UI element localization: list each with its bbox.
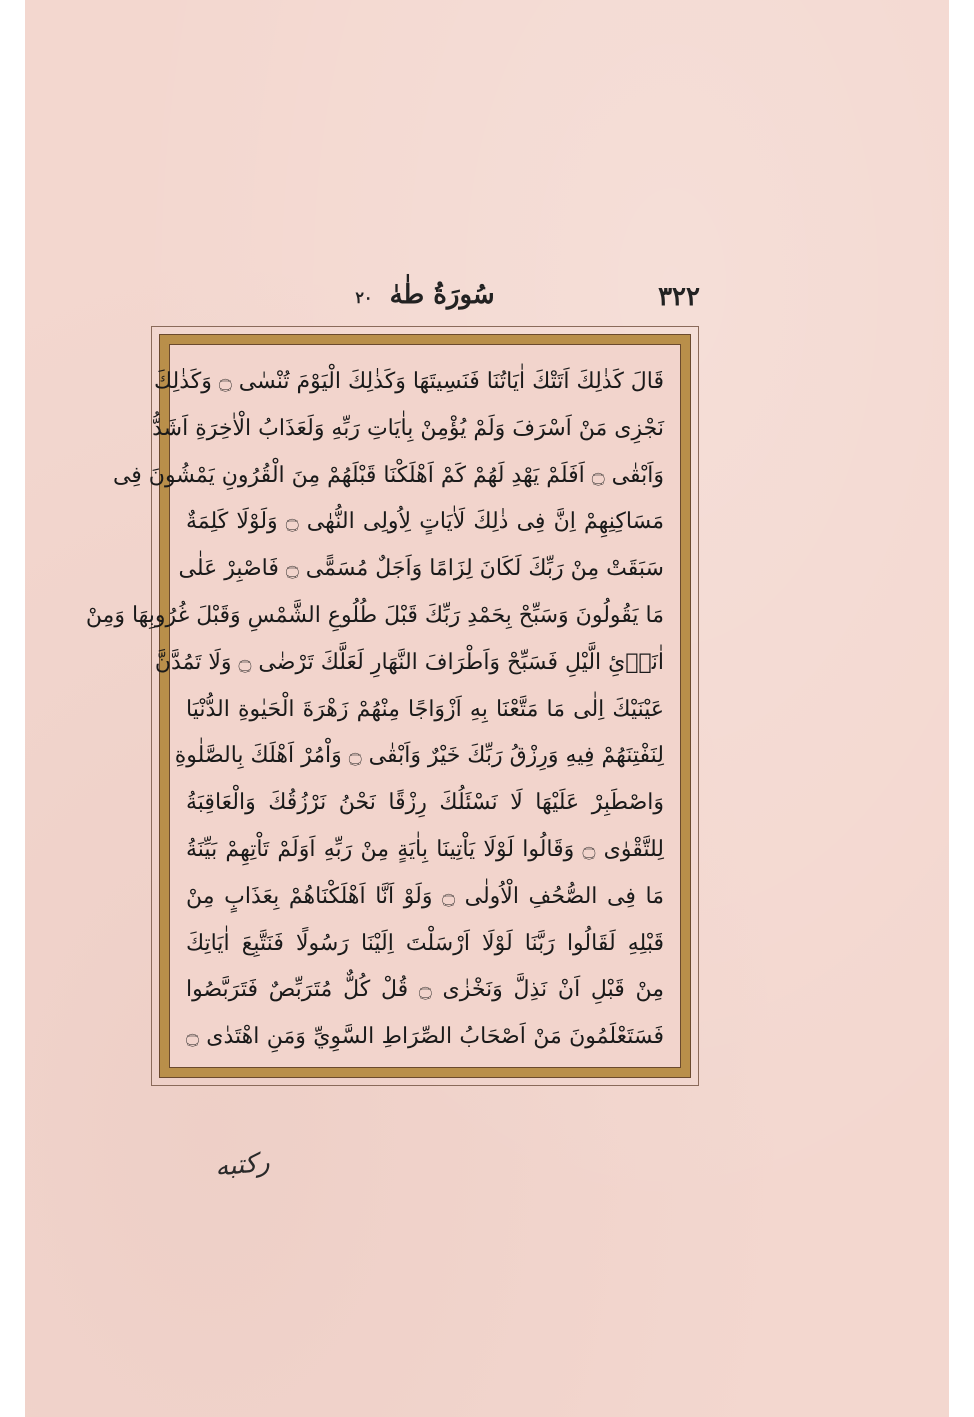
text-line-15: فَسَتَعْلَمُونَ مَنْ اَصْحَابُ الصِّرَاطِ السَّوِيِّ وَمَنِ اهْتَدٰى ۝ (186, 1024, 664, 1050)
text-line-4: مَسَاكِنِهِمْ اِنَّ فِى ذٰلِكَ لَاٰيَاتٍ لِاُولِى النُّهٰى ۝ وَلَوْلَا كَلِمَةٌ (186, 509, 664, 535)
text-line-7: اٰنَاۤئِ الَّيْلِ فَسَبِّحْ وَاَطْرَافَ النَّهَارِ لَعَلَّكَ تَرْضٰى ۝ وَلَا تَمُدَّنَّ (154, 649, 664, 675)
page-number: ٣٢٢ (658, 282, 700, 312)
page-header (150, 280, 700, 320)
text-line-3: وَاَبْقٰى ۝ اَفَلَمْ يَهْدِ لَهُمْ كَمْ اَهْلَكْنَا قَبْلَهُمْ مِنَ الْقُرُونِ يَمْشُونَ فِى (112, 462, 664, 488)
text-line-10: وَاصْطَبِرْ عَلَيْهَا لَا نَسْئَلُكَ رِزْقًا نَحْنُ نَرْزُقُكَ وَالْعَاقِبَةُ (186, 790, 664, 816)
text-line-2: نَجْزِى مَنْ اَسْرَفَ وَلَمْ يُؤْمِنْ بِاٰيَاتِ رَبِّهِ وَلَعَذَابُ الْاٰخِرَةِ اَشَدُّ (152, 415, 664, 441)
text-line-9: لِنَفْتِنَهُمْ فِيهِ وَرِزْقُ رَبِّكَ خَيْرٌ وَاَبْقٰى ۝ وَاْمُرْ اَهْلَكَ بِالصَّلٰوةِ (174, 743, 664, 769)
text-line-12: مَا فِى الصُّحُفِ الْاُولٰى ۝ وَلَوْ اَنَّا اَهْلَكْنَاهُمْ بِعَذَابٍ مِنْ (186, 883, 664, 909)
surah-title-group (355, 280, 494, 310)
gold-border (85, 334, 691, 1078)
surah-number: ٢٠ (355, 288, 373, 307)
verse-text-block (85, 359, 664, 1053)
text-panel (85, 344, 681, 1068)
text-line-14: مِنْ قَبْلِ اَنْ نَذِلَّ وَنَخْزٰى ۝ قُلْ كُلٌّ مُتَرَبِّصٌ فَتَرَبَّصُوا (186, 977, 664, 1003)
text-line-6: مَا يَقُولُونَ وَسَبِّحْ بِحَمْدِ رَبِّكَ قَبْلَ طُلُوعِ الشَّمْسِ وَقَبْلَ غُرُوبِهَا وَمِنْ (85, 602, 664, 628)
text-line-13: قَبْلِهِ لَقَالُوا رَبَّنَا لَوْلَا اَرْسَلْتَ اِلَيْنَا رَسُولًا فَنَتَّبِعَ اٰيَاتِكَ (186, 930, 664, 956)
surah-title: سُورَةُ طٰهٰ (389, 280, 495, 310)
text-line-5: سَبَقَتْ مِنْ رَبِّكَ لَكَانَ لِزَامًا وَاَجَلٌ مُسَمًّى ۝ فَاصْبِرْ عَلٰى (178, 556, 664, 582)
manuscript-page (25, 0, 949, 1417)
text-frame (85, 326, 699, 1086)
text-line-11: لِلتَّقْوٰى ۝ وَقَالُوا لَوْلَا يَاْتِينَا بِاٰيَةٍ مِنْ رَبِّهِ اَوَلَمْ تَاْتِهِمْ بَيِّنَةُ (186, 836, 664, 862)
text-line-8: عَيْنَيْكَ اِلٰى مَا مَتَّعْنَا بِهِ اَزْوَاجًا مِنْهُمْ زَهْرَةَ الْحَيٰوةِ الدُّنْيَا (186, 696, 664, 722)
text-line-1: قَالَ كَذٰلِكَ اَتَتْكَ اٰيَاتُنَا فَنَسِيتَهَا وَكَذٰلِكَ الْيَوْمَ تُنْسٰى ۝ وَكَذٰلِكَ (154, 369, 664, 394)
calligrapher-signature: ركتبه (213, 1147, 271, 1183)
